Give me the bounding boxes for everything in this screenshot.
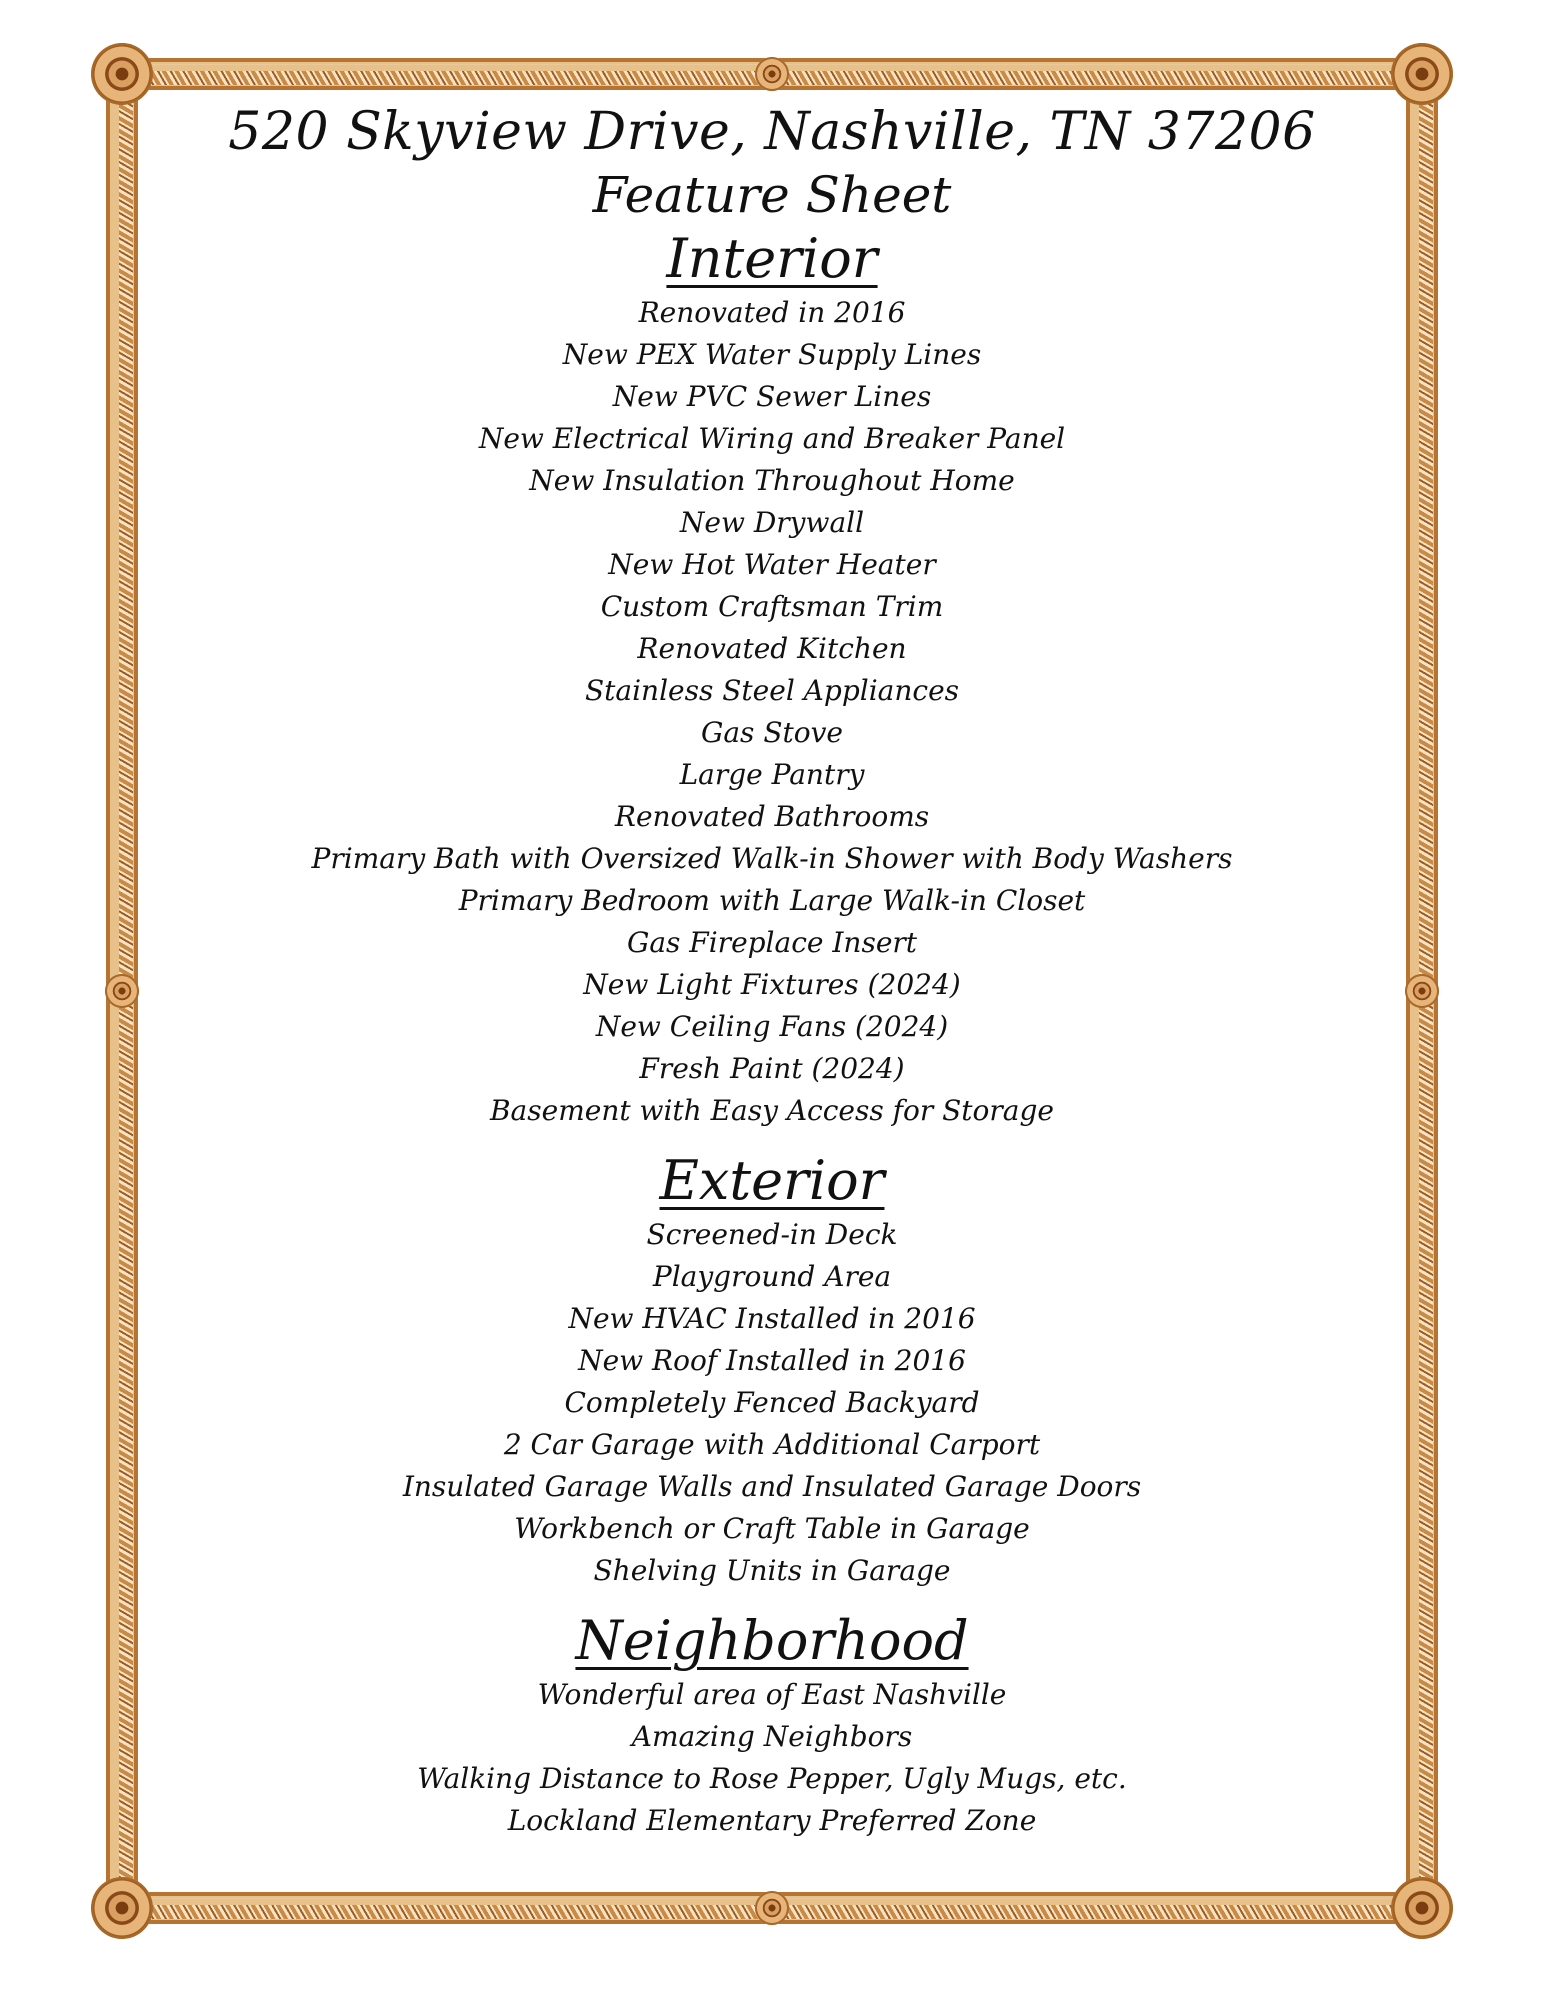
edge-rosette-icon	[1405, 974, 1439, 1008]
list-item: Primary Bedroom with Large Walk-in Closet	[458, 884, 1086, 917]
list-item: New Insulation Throughout Home	[529, 464, 1015, 497]
list-item: Gas Stove	[700, 716, 843, 749]
list-item: Primary Bath with Oversized Walk-in Shower with Body Washers	[311, 842, 1233, 875]
list-item: New Electrical Wiring and Breaker Panel	[478, 422, 1066, 455]
list-item: Large Pantry	[679, 758, 865, 791]
page-title: 520 Skyview Drive, Nashville, TN 37206	[228, 102, 1316, 162]
section-interior	[140, 226, 1404, 1132]
list-item: Gas Fireplace Insert	[626, 926, 918, 959]
section-heading-exterior: Exterior	[659, 1149, 885, 1212]
list-item: Basement with Easy Access for Storage	[489, 1094, 1054, 1127]
edge-rosette-icon	[105, 974, 139, 1008]
list-item: New Hot Water Heater	[608, 548, 936, 581]
list-item: New HVAC Installed in 2016	[568, 1302, 976, 1335]
section-exterior	[140, 1148, 1404, 1592]
section-heading-interior: Interior	[666, 227, 878, 290]
list-item: New PEX Water Supply Lines	[562, 338, 982, 371]
list-item: Stainless Steel Appliances	[584, 674, 960, 707]
edge-rosette-icon	[755, 1891, 789, 1925]
feature-sheet	[140, 100, 1404, 1842]
list-item: Workbench or Craft Table in Garage	[514, 1512, 1030, 1545]
list-item: Fresh Paint (2024)	[639, 1052, 905, 1085]
corner-rosette-icon	[91, 43, 153, 105]
list-item: Renovated Kitchen	[637, 632, 907, 665]
list-item: New Light Fixtures (2024)	[583, 968, 961, 1001]
list-item: Playground Area	[652, 1260, 892, 1293]
list-item: Custom Craftsman Trim	[600, 590, 944, 623]
list-item: Lockland Elementary Preferred Zone	[507, 1804, 1037, 1837]
list-item: Walking Distance to Rose Pepper, Ugly Mugs, etc.	[417, 1762, 1127, 1795]
list-item: Completely Fenced Backyard	[564, 1386, 980, 1419]
list-item: New PVC Sewer Lines	[612, 380, 932, 413]
list-item: Renovated Bathrooms	[614, 800, 930, 833]
list-item: 2 Car Garage with Additional Carport	[503, 1428, 1041, 1461]
corner-rosette-icon	[1391, 1877, 1453, 1939]
list-item: Amazing Neighbors	[631, 1720, 913, 1753]
list-item: Insulated Garage Walls and Insulated Garage Doors	[402, 1470, 1142, 1503]
list-item: Shelving Units in Garage	[593, 1554, 951, 1587]
list-item: New Ceiling Fans (2024)	[595, 1010, 949, 1043]
list-item: Wonderful area of East Nashville	[537, 1678, 1007, 1711]
corner-rosette-icon	[1391, 43, 1453, 105]
page-subtitle: Feature Sheet	[592, 166, 952, 224]
corner-rosette-icon	[91, 1877, 153, 1939]
list-item: Screened-in Deck	[646, 1218, 898, 1251]
interior-feature-list	[140, 292, 1404, 1132]
list-item: New Drywall	[679, 506, 865, 539]
edge-rosette-icon	[755, 57, 789, 91]
list-item: Renovated in 2016	[638, 296, 906, 329]
section-neighborhood	[140, 1608, 1404, 1842]
neighborhood-feature-list	[140, 1674, 1404, 1842]
section-heading-neighborhood: Neighborhood	[575, 1609, 969, 1672]
list-item: New Roof Installed in 2016	[578, 1344, 966, 1377]
exterior-feature-list	[140, 1214, 1404, 1592]
